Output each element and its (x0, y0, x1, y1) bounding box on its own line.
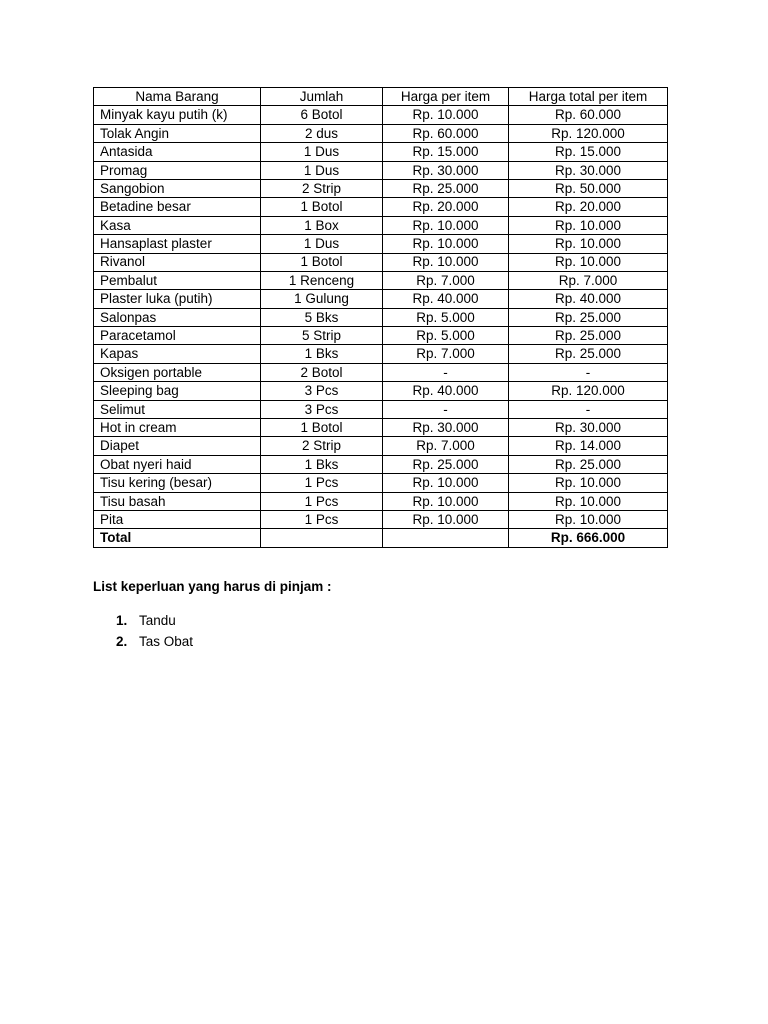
table-row (94, 124, 668, 142)
item-name: Obat nyeri haid (94, 455, 261, 473)
item-total: Rp. 10.000 (509, 492, 668, 510)
item-price: Rp. 20.000 (383, 198, 509, 216)
total-value: Rp. 666.000 (509, 529, 668, 547)
item-total: Rp. 15.000 (509, 143, 668, 161)
item-price: Rp. 5.000 (383, 327, 509, 345)
item-qty: 1 Bks (261, 345, 383, 363)
total-qty-cell (261, 529, 383, 547)
list-item-number: 2. (116, 634, 128, 649)
item-qty: 2 Strip (261, 437, 383, 455)
item-price: Rp. 7.000 (383, 437, 509, 455)
item-total: Rp. 10.000 (509, 253, 668, 271)
list-item (116, 610, 193, 631)
item-qty: 5 Bks (261, 308, 383, 326)
table-row (94, 179, 668, 197)
item-qty: 1 Botol (261, 198, 383, 216)
item-name: Oksigen portable (94, 363, 261, 381)
item-qty: 1 Renceng (261, 271, 383, 289)
item-name: Promag (94, 161, 261, 179)
item-price: Rp. 60.000 (383, 124, 509, 142)
item-name: Tisu kering (besar) (94, 474, 261, 492)
item-name: Antasida (94, 143, 261, 161)
table-row (94, 271, 668, 289)
table-row (94, 382, 668, 400)
item-name: Hansaplast plaster (94, 235, 261, 253)
item-qty: 1 Pcs (261, 474, 383, 492)
header-jumlah: Jumlah (261, 88, 383, 106)
header-harga-per-item: Harga per item (383, 88, 509, 106)
item-qty: 2 Strip (261, 179, 383, 197)
table-row (94, 419, 668, 437)
list-item-label: Tas Obat (139, 634, 194, 649)
item-total: Rp. 30.000 (509, 161, 668, 179)
item-name: Hot in cream (94, 419, 261, 437)
item-total: Rp. 10.000 (509, 235, 668, 253)
table-row (94, 106, 668, 124)
item-qty: 1 Gulung (261, 290, 383, 308)
item-name: Sleeping bag (94, 382, 261, 400)
item-total: Rp. 10.000 (509, 510, 668, 528)
item-name: Minyak kayu putih (k) (94, 106, 261, 124)
item-total: Rp. 14.000 (509, 437, 668, 455)
item-price: Rp. 30.000 (383, 161, 509, 179)
item-name: Tisu basah (94, 492, 261, 510)
table-row (94, 308, 668, 326)
item-total: Rp. 10.000 (509, 216, 668, 234)
item-price: Rp. 10.000 (383, 510, 509, 528)
table-row (94, 400, 668, 418)
item-price: Rp. 10.000 (383, 474, 509, 492)
table-row (94, 143, 668, 161)
item-price: - (383, 363, 509, 381)
item-qty: 1 Dus (261, 143, 383, 161)
table-row (94, 235, 668, 253)
item-price: Rp. 25.000 (383, 455, 509, 473)
item-qty: 1 Dus (261, 161, 383, 179)
table-row (94, 437, 668, 455)
table-row (94, 198, 668, 216)
item-total: Rp. 60.000 (509, 106, 668, 124)
item-total: Rp. 120.000 (509, 124, 668, 142)
item-qty: 3 Pcs (261, 382, 383, 400)
item-qty: 2 dus (261, 124, 383, 142)
item-name: Pita (94, 510, 261, 528)
total-price-cell (383, 529, 509, 547)
item-total: - (509, 400, 668, 418)
item-price: Rp. 7.000 (383, 345, 509, 363)
table-row (94, 253, 668, 271)
item-name: Rivanol (94, 253, 261, 271)
item-price: Rp. 7.000 (383, 271, 509, 289)
table-row (94, 161, 668, 179)
item-price: Rp. 10.000 (383, 106, 509, 124)
item-total: Rp. 40.000 (509, 290, 668, 308)
item-price: Rp. 10.000 (383, 235, 509, 253)
item-qty: 1 Botol (261, 253, 383, 271)
item-name: Betadine besar (94, 198, 261, 216)
item-total: - (509, 363, 668, 381)
header-nama-barang: Nama Barang (94, 88, 261, 106)
item-name: Pembalut (94, 271, 261, 289)
item-name: Sangobion (94, 179, 261, 197)
item-price: Rp. 15.000 (383, 143, 509, 161)
item-total: Rp. 30.000 (509, 419, 668, 437)
table-row (94, 290, 668, 308)
item-price: Rp. 10.000 (383, 253, 509, 271)
table-body (94, 106, 668, 529)
item-qty: 1 Dus (261, 235, 383, 253)
borrow-list (116, 610, 193, 652)
item-name: Diapet (94, 437, 261, 455)
item-name: Kasa (94, 216, 261, 234)
item-qty: 1 Bks (261, 455, 383, 473)
item-price: Rp. 5.000 (383, 308, 509, 326)
item-qty: 1 Box (261, 216, 383, 234)
item-name: Selimut (94, 400, 261, 418)
total-row (94, 529, 668, 547)
item-total: Rp. 25.000 (509, 327, 668, 345)
item-name: Paracetamol (94, 327, 261, 345)
table-row (94, 345, 668, 363)
table-row (94, 474, 668, 492)
item-total: Rp. 25.000 (509, 308, 668, 326)
item-name: Plaster luka (putih) (94, 290, 261, 308)
item-total: Rp. 10.000 (509, 474, 668, 492)
item-total: Rp. 20.000 (509, 198, 668, 216)
item-qty: 1 Pcs (261, 510, 383, 528)
item-price: Rp. 40.000 (383, 290, 509, 308)
list-item-label: Tandu (139, 613, 176, 628)
item-qty: 1 Botol (261, 419, 383, 437)
header-harga-total: Harga total per item (509, 88, 668, 106)
item-price: Rp. 10.000 (383, 492, 509, 510)
item-qty: 2 Botol (261, 363, 383, 381)
item-price: Rp. 25.000 (383, 179, 509, 197)
list-item (116, 631, 193, 652)
table-row (94, 455, 668, 473)
item-qty: 1 Pcs (261, 492, 383, 510)
item-name: Kapas (94, 345, 261, 363)
item-price: Rp. 30.000 (383, 419, 509, 437)
items-table (93, 87, 668, 548)
total-label: Total (94, 529, 261, 547)
item-total: Rp. 50.000 (509, 179, 668, 197)
item-qty: 5 Strip (261, 327, 383, 345)
table-row (94, 327, 668, 345)
item-price: Rp. 40.000 (383, 382, 509, 400)
item-price: - (383, 400, 509, 418)
table-row (94, 510, 668, 528)
table-row (94, 363, 668, 381)
item-total: Rp. 25.000 (509, 455, 668, 473)
table-header-row (94, 88, 668, 106)
table-row (94, 216, 668, 234)
borrow-list-title: List keperluan yang harus di pinjam : (93, 579, 332, 594)
table-row (94, 492, 668, 510)
item-qty: 3 Pcs (261, 400, 383, 418)
item-name: Tolak Angin (94, 124, 261, 142)
list-item-number: 1. (116, 613, 128, 628)
item-price: Rp. 10.000 (383, 216, 509, 234)
item-total: Rp. 25.000 (509, 345, 668, 363)
item-qty: 6 Botol (261, 106, 383, 124)
item-name: Salonpas (94, 308, 261, 326)
item-total: Rp. 7.000 (509, 271, 668, 289)
item-total: Rp. 120.000 (509, 382, 668, 400)
